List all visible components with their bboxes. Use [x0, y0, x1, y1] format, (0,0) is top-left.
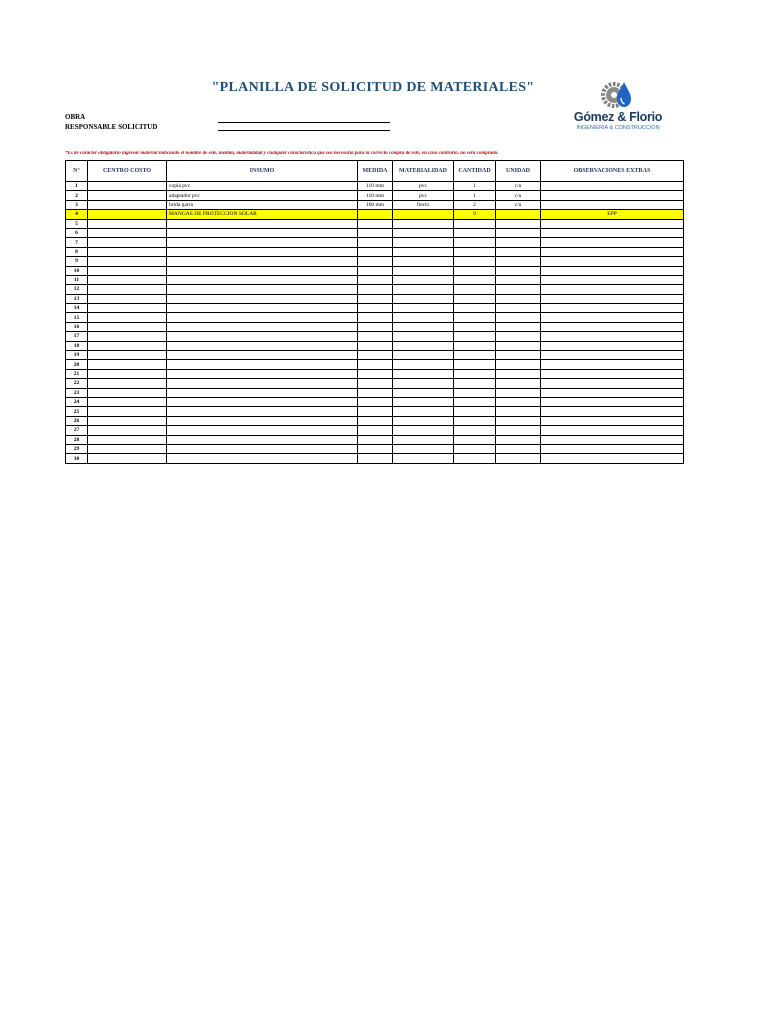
observaciones-cell[interactable]: [541, 238, 684, 247]
centro-costo-cell[interactable]: [88, 294, 167, 303]
observaciones-cell[interactable]: [541, 191, 684, 200]
row-number: 30: [66, 454, 88, 463]
medida-cell[interactable]: [358, 238, 393, 247]
medida-cell[interactable]: [358, 304, 393, 313]
cantidad-cell[interactable]: [454, 360, 496, 369]
responsable-label: RESPONSABLE SOLICITUD: [65, 123, 158, 131]
cantidad-cell[interactable]: [454, 266, 496, 275]
insumo-cell[interactable]: [167, 351, 358, 360]
observaciones-cell[interactable]: [541, 304, 684, 313]
centro-costo-cell[interactable]: [88, 257, 167, 266]
observaciones-cell[interactable]: EPP: [541, 210, 684, 219]
table-row: [66, 182, 684, 191]
row-number: 1: [66, 182, 88, 191]
row-number: 13: [66, 294, 88, 303]
materialidad-cell[interactable]: pvc: [393, 182, 454, 191]
row-number: 12: [66, 285, 88, 294]
observaciones-cell[interactable]: [541, 219, 684, 228]
table-row: [66, 257, 684, 266]
cantidad-cell[interactable]: 2: [454, 200, 496, 209]
insumo-cell[interactable]: [167, 238, 358, 247]
insumo-cell[interactable]: copla pvc: [167, 182, 358, 191]
centro-costo-cell[interactable]: [88, 454, 167, 463]
col-header-number: N°: [66, 161, 88, 182]
medida-cell[interactable]: [358, 435, 393, 444]
cantidad-cell[interactable]: [454, 341, 496, 350]
materialidad-cell[interactable]: [393, 435, 454, 444]
row-number: 24: [66, 397, 88, 406]
centro-costo-cell[interactable]: [88, 322, 167, 331]
medida-cell[interactable]: [358, 388, 393, 397]
insumo-cell[interactable]: [167, 275, 358, 284]
insumo-cell[interactable]: [167, 341, 358, 350]
logo-name: Gómez & Florio: [573, 110, 663, 124]
cantidad-cell[interactable]: [454, 369, 496, 378]
unidad-cell[interactable]: c/u: [496, 200, 541, 209]
unidad-cell[interactable]: [496, 416, 541, 425]
unidad-cell[interactable]: c/u: [496, 191, 541, 200]
row-number: 10: [66, 266, 88, 275]
cantidad-cell[interactable]: 1: [454, 191, 496, 200]
centro-costo-cell[interactable]: [88, 313, 167, 322]
materialidad-cell[interactable]: [393, 332, 454, 341]
medida-cell[interactable]: 110 mm: [358, 191, 393, 200]
table-row: [66, 266, 684, 275]
table-row: [66, 360, 684, 369]
unidad-cell[interactable]: [496, 257, 541, 266]
centro-costo-cell[interactable]: [88, 435, 167, 444]
centro-costo-cell[interactable]: [88, 416, 167, 425]
observaciones-cell[interactable]: [541, 247, 684, 256]
obra-label: OBRA: [65, 113, 86, 121]
unidad-cell[interactable]: [496, 397, 541, 406]
materialidad-cell[interactable]: [393, 407, 454, 416]
unidad-cell[interactable]: [496, 275, 541, 284]
cantidad-cell[interactable]: [454, 332, 496, 341]
cantidad-cell[interactable]: 9: [454, 210, 496, 219]
table-row: [66, 388, 684, 397]
table-row: [66, 426, 684, 435]
table-row: [66, 228, 684, 237]
table-row: [66, 294, 684, 303]
row-number: 21: [66, 369, 88, 378]
row-number: 5: [66, 219, 88, 228]
obra-field[interactable]: [218, 122, 390, 123]
medida-cell[interactable]: [358, 351, 393, 360]
centro-costo-cell[interactable]: [88, 219, 167, 228]
insumo-cell[interactable]: [167, 388, 358, 397]
table-row: [66, 369, 684, 378]
company-logo: [572, 80, 664, 136]
materialidad-cell[interactable]: [393, 238, 454, 247]
observaciones-cell[interactable]: [541, 388, 684, 397]
unidad-cell[interactable]: [496, 304, 541, 313]
cantidad-cell[interactable]: [454, 388, 496, 397]
insumo-cell[interactable]: [167, 332, 358, 341]
cantidad-cell[interactable]: [454, 397, 496, 406]
centro-costo-cell[interactable]: [88, 247, 167, 256]
cantidad-cell[interactable]: [454, 416, 496, 425]
materialidad-cell[interactable]: [393, 416, 454, 425]
centro-costo-cell[interactable]: [88, 238, 167, 247]
unidad-cell[interactable]: [496, 351, 541, 360]
medida-cell[interactable]: [358, 341, 393, 350]
unidad-cell[interactable]: [496, 238, 541, 247]
medida-cell[interactable]: [358, 210, 393, 219]
medida-cell[interactable]: [358, 426, 393, 435]
insumo-cell[interactable]: [167, 435, 358, 444]
table-row: [66, 275, 684, 284]
cantidad-cell[interactable]: [454, 275, 496, 284]
insumo-cell[interactable]: [167, 454, 358, 463]
row-number: 26: [66, 416, 88, 425]
unidad-cell[interactable]: [496, 219, 541, 228]
gear-drop-icon: [600, 80, 636, 110]
insumo-cell[interactable]: [167, 416, 358, 425]
unidad-cell[interactable]: [496, 407, 541, 416]
materialidad-cell[interactable]: [393, 294, 454, 303]
materialidad-cell[interactable]: [393, 313, 454, 322]
table-row: [66, 313, 684, 322]
table-header-row: [66, 161, 684, 182]
insumo-cell[interactable]: [167, 397, 358, 406]
row-number: 6: [66, 228, 88, 237]
cantidad-cell[interactable]: [454, 379, 496, 388]
row-number: 4: [66, 210, 88, 219]
row-number: 17: [66, 332, 88, 341]
unidad-cell[interactable]: [496, 444, 541, 453]
logo-subtitle: INGENIERÍA & CONSTRUCCIÓN: [576, 125, 660, 131]
materialidad-cell[interactable]: [393, 454, 454, 463]
observaciones-cell[interactable]: [541, 257, 684, 266]
medida-cell[interactable]: [358, 275, 393, 284]
observaciones-cell[interactable]: [541, 266, 684, 275]
insumo-cell[interactable]: [167, 304, 358, 313]
observaciones-cell[interactable]: [541, 182, 684, 191]
medida-cell[interactable]: [358, 322, 393, 331]
row-number: 25: [66, 407, 88, 416]
observaciones-cell[interactable]: [541, 444, 684, 453]
unidad-cell[interactable]: [496, 369, 541, 378]
medida-cell[interactable]: [358, 313, 393, 322]
col-header-observaciones: OBSERVACIONES EXTRAS: [541, 161, 684, 182]
table-row: [66, 351, 684, 360]
materialidad-cell[interactable]: [393, 275, 454, 284]
materialidad-cell[interactable]: [393, 426, 454, 435]
insumo-cell[interactable]: [167, 444, 358, 453]
materialidad-cell[interactable]: [393, 379, 454, 388]
insumo-cell[interactable]: [167, 360, 358, 369]
centro-costo-cell[interactable]: [88, 266, 167, 275]
insumo-cell[interactable]: [167, 247, 358, 256]
centro-costo-cell[interactable]: [88, 210, 167, 219]
observaciones-cell[interactable]: [541, 200, 684, 209]
table-row: [66, 304, 684, 313]
observaciones-cell[interactable]: [541, 426, 684, 435]
table-row: [66, 210, 684, 219]
medida-cell[interactable]: 110 mm: [358, 182, 393, 191]
table-row: [66, 285, 684, 294]
centro-costo-cell[interactable]: [88, 351, 167, 360]
materialidad-cell[interactable]: [393, 397, 454, 406]
centro-costo-cell[interactable]: [88, 360, 167, 369]
cantidad-cell[interactable]: [454, 454, 496, 463]
medida-cell[interactable]: [358, 397, 393, 406]
table-row: [66, 454, 684, 463]
observaciones-cell[interactable]: [541, 332, 684, 341]
materialidad-cell[interactable]: [393, 369, 454, 378]
table-row: [66, 397, 684, 406]
unidad-cell[interactable]: [496, 454, 541, 463]
cantidad-cell[interactable]: 1: [454, 182, 496, 191]
materialidad-cell[interactable]: [393, 210, 454, 219]
materialidad-cell[interactable]: [393, 360, 454, 369]
cantidad-cell[interactable]: [454, 313, 496, 322]
materialidad-cell[interactable]: [393, 444, 454, 453]
mandatory-note: *Es de carácter obligatorio ingresar material indicando el nombre de este, medida, materialidad y cualquier característica que sea necesaria para la correcta compra de este, en caso contrario, no será comprado.: [65, 151, 499, 156]
medida-cell[interactable]: [358, 407, 393, 416]
page-title: "PLANILLA DE SOLICITUD DE MATERIALES": [211, 80, 535, 95]
observaciones-cell[interactable]: [541, 351, 684, 360]
centro-costo-cell[interactable]: [88, 200, 167, 209]
cantidad-cell[interactable]: [454, 407, 496, 416]
row-number: 2: [66, 191, 88, 200]
table-row: [66, 435, 684, 444]
medida-cell[interactable]: [358, 219, 393, 228]
centro-costo-cell[interactable]: [88, 275, 167, 284]
observaciones-cell[interactable]: [541, 369, 684, 378]
row-number: 14: [66, 304, 88, 313]
col-header-cantidad: CANTIDAD: [454, 161, 496, 182]
unidad-cell[interactable]: [496, 210, 541, 219]
centro-costo-cell[interactable]: [88, 228, 167, 237]
table-row: [66, 238, 684, 247]
unidad-cell[interactable]: [496, 247, 541, 256]
centro-costo-cell[interactable]: [88, 397, 167, 406]
observaciones-cell[interactable]: [541, 275, 684, 284]
col-header-insumo: INSUMO: [167, 161, 358, 182]
insumo-cell[interactable]: [167, 266, 358, 275]
insumo-cell[interactable]: [167, 322, 358, 331]
observaciones-cell[interactable]: [541, 360, 684, 369]
insumo-cell[interactable]: adaptador pvc: [167, 191, 358, 200]
row-number: 19: [66, 351, 88, 360]
row-number: 22: [66, 379, 88, 388]
materialidad-cell[interactable]: [393, 266, 454, 275]
observaciones-cell[interactable]: [541, 294, 684, 303]
col-header-unidad: UNIDAD: [496, 161, 541, 182]
observaciones-cell[interactable]: [541, 416, 684, 425]
centro-costo-cell[interactable]: [88, 191, 167, 200]
table-row: [66, 247, 684, 256]
cantidad-cell[interactable]: [454, 247, 496, 256]
col-header-materialidad: MATERIALIDAD: [393, 161, 454, 182]
centro-costo-cell[interactable]: [88, 332, 167, 341]
row-number: 16: [66, 322, 88, 331]
unidad-cell[interactable]: [496, 266, 541, 275]
materialidad-cell[interactable]: [393, 247, 454, 256]
cantidad-cell[interactable]: [454, 351, 496, 360]
cantidad-cell[interactable]: [454, 257, 496, 266]
unidad-cell[interactable]: [496, 388, 541, 397]
observaciones-cell[interactable]: [541, 322, 684, 331]
table-row: [66, 379, 684, 388]
insumo-cell[interactable]: [167, 426, 358, 435]
materialidad-cell[interactable]: [393, 388, 454, 397]
row-number: 7: [66, 238, 88, 247]
insumo-cell[interactable]: [167, 228, 358, 237]
medida-cell[interactable]: [358, 247, 393, 256]
row-number: 23: [66, 388, 88, 397]
table-row: [66, 341, 684, 350]
row-number: 20: [66, 360, 88, 369]
materialidad-cell[interactable]: pvc: [393, 191, 454, 200]
cantidad-cell[interactable]: [454, 228, 496, 237]
centro-costo-cell[interactable]: [88, 426, 167, 435]
materials-table: [65, 160, 684, 464]
observaciones-cell[interactable]: [541, 397, 684, 406]
cantidad-cell[interactable]: [454, 294, 496, 303]
responsable-field[interactable]: [218, 130, 390, 131]
table-row: [66, 407, 684, 416]
centro-costo-cell[interactable]: [88, 369, 167, 378]
materialidad-cell[interactable]: [393, 228, 454, 237]
unidad-cell[interactable]: [496, 379, 541, 388]
materialidad-cell[interactable]: [393, 285, 454, 294]
cantidad-cell[interactable]: [454, 219, 496, 228]
observaciones-cell[interactable]: [541, 435, 684, 444]
row-number: 18: [66, 341, 88, 350]
cantidad-cell[interactable]: [454, 426, 496, 435]
materialidad-cell[interactable]: [393, 257, 454, 266]
medida-cell[interactable]: [358, 294, 393, 303]
table-row: [66, 332, 684, 341]
observaciones-cell[interactable]: [541, 285, 684, 294]
insumo-cell[interactable]: [167, 285, 358, 294]
col-header-medida: MEDIDA: [358, 161, 393, 182]
observaciones-cell[interactable]: [541, 407, 684, 416]
observaciones-cell[interactable]: [541, 228, 684, 237]
medida-cell[interactable]: [358, 454, 393, 463]
observaciones-cell[interactable]: [541, 341, 684, 350]
table-row: [66, 200, 684, 209]
medida-cell[interactable]: [358, 285, 393, 294]
materialidad-cell[interactable]: [393, 351, 454, 360]
materialidad-cell[interactable]: [393, 341, 454, 350]
observaciones-cell[interactable]: [541, 379, 684, 388]
unidad-cell[interactable]: [496, 435, 541, 444]
cantidad-cell[interactable]: [454, 238, 496, 247]
insumo-cell[interactable]: [167, 257, 358, 266]
insumo-cell[interactable]: [167, 407, 358, 416]
medida-cell[interactable]: [358, 369, 393, 378]
row-number: 11: [66, 275, 88, 284]
unidad-cell[interactable]: [496, 285, 541, 294]
insumo-cell[interactable]: [167, 219, 358, 228]
centro-costo-cell[interactable]: [88, 341, 167, 350]
medida-cell[interactable]: 160 mm: [358, 200, 393, 209]
insumo-cell[interactable]: brida garra: [167, 200, 358, 209]
table-row: [66, 444, 684, 453]
table-row: [66, 219, 684, 228]
centro-costo-cell[interactable]: [88, 285, 167, 294]
cantidad-cell[interactable]: [454, 444, 496, 453]
observaciones-cell[interactable]: [541, 454, 684, 463]
unidad-cell[interactable]: [496, 360, 541, 369]
table-row: [66, 416, 684, 425]
cantidad-cell[interactable]: [454, 285, 496, 294]
cantidad-cell[interactable]: [454, 304, 496, 313]
unidad-cell[interactable]: [496, 341, 541, 350]
unidad-cell[interactable]: [496, 426, 541, 435]
medida-cell[interactable]: [358, 228, 393, 237]
medida-cell[interactable]: [358, 266, 393, 275]
row-number: 3: [66, 200, 88, 209]
unidad-cell[interactable]: c/u: [496, 182, 541, 191]
medida-cell[interactable]: [358, 257, 393, 266]
materialidad-cell[interactable]: [393, 322, 454, 331]
unidad-cell[interactable]: [496, 313, 541, 322]
row-number: 15: [66, 313, 88, 322]
row-number: 9: [66, 257, 88, 266]
unidad-cell[interactable]: [496, 322, 541, 331]
insumo-cell[interactable]: [167, 369, 358, 378]
insumo-cell[interactable]: MANGAS DE PROTECCION SOLAR: [167, 210, 358, 219]
cantidad-cell[interactable]: [454, 322, 496, 331]
medida-cell[interactable]: [358, 379, 393, 388]
medida-cell[interactable]: [358, 360, 393, 369]
table-row: [66, 322, 684, 331]
observaciones-cell[interactable]: [541, 313, 684, 322]
materialidad-cell[interactable]: fierro: [393, 200, 454, 209]
row-number: 8: [66, 247, 88, 256]
centro-costo-cell[interactable]: [88, 407, 167, 416]
insumo-cell[interactable]: [167, 313, 358, 322]
materialidad-cell[interactable]: [393, 304, 454, 313]
medida-cell[interactable]: [358, 444, 393, 453]
table-row: [66, 191, 684, 200]
insumo-cell[interactable]: [167, 379, 358, 388]
centro-costo-cell[interactable]: [88, 379, 167, 388]
cantidad-cell[interactable]: [454, 435, 496, 444]
row-number: 29: [66, 444, 88, 453]
unidad-cell[interactable]: [496, 294, 541, 303]
centro-costo-cell[interactable]: [88, 444, 167, 453]
centro-costo-cell[interactable]: [88, 388, 167, 397]
centro-costo-cell[interactable]: [88, 182, 167, 191]
col-header-centro-costo: CENTRO COSTO: [88, 161, 167, 182]
row-number: 28: [66, 435, 88, 444]
insumo-cell[interactable]: [167, 294, 358, 303]
centro-costo-cell[interactable]: [88, 304, 167, 313]
medida-cell[interactable]: [358, 332, 393, 341]
row-number: 27: [66, 426, 88, 435]
materialidad-cell[interactable]: [393, 219, 454, 228]
unidad-cell[interactable]: [496, 332, 541, 341]
medida-cell[interactable]: [358, 416, 393, 425]
unidad-cell[interactable]: [496, 228, 541, 237]
